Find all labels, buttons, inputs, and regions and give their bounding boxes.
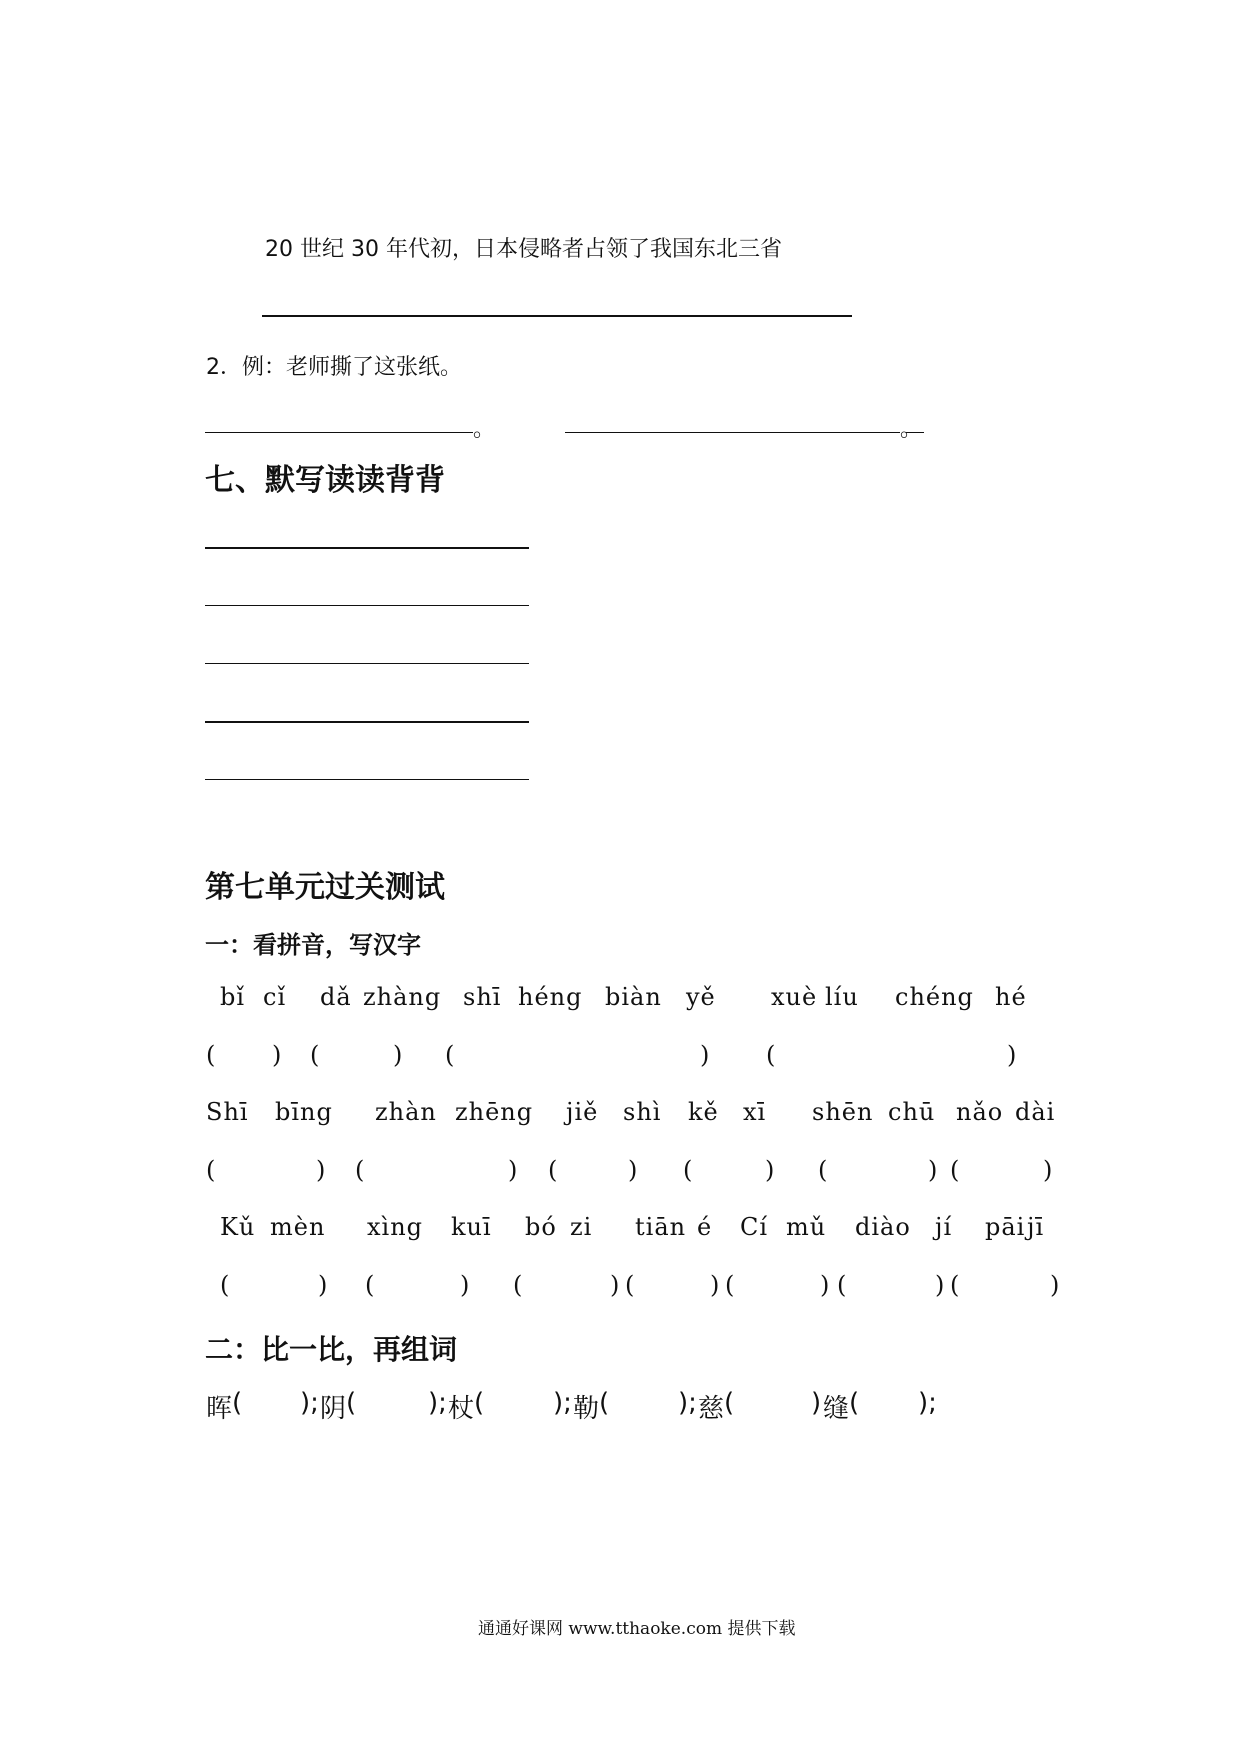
pinyin-syllable: biàn (605, 983, 662, 1011)
close-paren: ) (1007, 1041, 1017, 1069)
pinyin-syllable: zhàn (375, 1098, 437, 1126)
compare-char: 阴 (320, 1394, 347, 1424)
pinyin-syllable: zhēng (455, 1098, 534, 1126)
pinyin-syllable: xìng (367, 1213, 424, 1241)
dictation-line-3[interactable] (205, 663, 529, 664)
section-7-title: 七、默写读读背背 (205, 463, 445, 498)
answer-blank: ( (599, 1388, 610, 1418)
answer-blank: ); (300, 1388, 319, 1418)
open-paren: ( (818, 1156, 828, 1184)
open-paren: ( (625, 1271, 635, 1299)
open-paren: ( (310, 1041, 320, 1069)
answer-blank: ); (678, 1388, 697, 1418)
pinyin-syllable: kě (688, 1098, 719, 1126)
open-paren: ( (206, 1041, 216, 1069)
open-paren: ( (725, 1271, 735, 1299)
pinyin-syllable: Shī (206, 1098, 249, 1126)
pinyin-syllable: shì (623, 1098, 662, 1126)
pinyin-syllable: Kǔ (220, 1213, 256, 1241)
dictation-line-2[interactable] (205, 605, 529, 606)
dictation-line-4[interactable] (205, 721, 529, 723)
part-2-title: 二：比一比，再组词 (205, 1333, 458, 1366)
pinyin-row-2 (0, 1098, 1240, 1138)
pinyin-syllable: pāi (985, 1213, 1026, 1241)
close-paren: ) (316, 1156, 326, 1184)
answer-blank: ( (849, 1388, 860, 1418)
pinyin-syllable: mèn (270, 1213, 326, 1241)
answer-blank: ( (474, 1388, 485, 1418)
pinyin-syllable: nǎo (956, 1098, 1004, 1126)
dictation-line-5[interactable] (205, 779, 529, 780)
close-paren: ) (700, 1041, 710, 1069)
close-paren: ) (460, 1271, 470, 1299)
open-paren: ( (837, 1271, 847, 1299)
compare-words-row[interactable] (0, 1388, 1240, 1428)
close-paren: ) (935, 1271, 945, 1299)
pinyin-syllable: jiě (566, 1098, 599, 1126)
pinyin-syllable: jí (935, 1213, 953, 1241)
answer-parens-row-3[interactable] (0, 1271, 1240, 1311)
compare-char: 晖 (206, 1394, 233, 1424)
answer-line-2c (906, 432, 924, 433)
open-paren: ( (220, 1271, 230, 1299)
open-paren: ( (950, 1156, 960, 1184)
pinyin-syllable: xuè (771, 983, 818, 1011)
pinyin-syllable: xī (743, 1098, 767, 1126)
open-paren: ( (365, 1271, 375, 1299)
pinyin-syllable: diào (855, 1213, 911, 1241)
example-2: 2．例：老师撕了这张纸。 (206, 355, 462, 380)
unit-test-title: 第七单元过关测试 (205, 870, 445, 905)
pinyin-syllable: líu (825, 983, 859, 1011)
compare-char: 慈 (698, 1394, 725, 1424)
part-1-title: 一：看拼音，写汉字 (205, 931, 421, 959)
pinyin-row-1 (0, 983, 1240, 1023)
pinyin-row-3 (0, 1213, 1240, 1253)
answer-line-2a[interactable] (205, 432, 473, 433)
pinyin-syllable: cǐ (263, 983, 287, 1011)
close-paren: ) (393, 1041, 403, 1069)
pinyin-syllable: tiān (635, 1213, 687, 1241)
close-paren: ) (710, 1271, 720, 1299)
answer-blank: ( (346, 1388, 357, 1418)
sentence-1: 20 世纪 30 年代初，日本侵略者占领了我国东北三省 (265, 237, 782, 262)
pinyin-syllable: hé (995, 983, 1027, 1011)
answer-parens-row-2[interactable] (0, 1156, 1240, 1196)
close-paren: ) (318, 1271, 328, 1299)
compare-char: 杖 (448, 1394, 475, 1424)
answer-blank: ); (428, 1388, 447, 1418)
open-paren: ( (548, 1156, 558, 1184)
pinyin-syllable: bó (525, 1213, 557, 1241)
close-paren: ) (272, 1041, 282, 1069)
pinyin-syllable: mǔ (786, 1213, 827, 1241)
pinyin-syllable: chū (888, 1098, 936, 1126)
close-paren: ) (1043, 1156, 1053, 1184)
pinyin-syllable: dài (1015, 1098, 1056, 1126)
compare-char: 勒 (573, 1394, 600, 1424)
pinyin-syllable: chéng (895, 983, 974, 1011)
open-paren: ( (445, 1041, 455, 1069)
pinyin-syllable: zhàng (363, 983, 442, 1011)
dictation-line-1[interactable] (205, 547, 529, 549)
open-paren: ( (766, 1041, 776, 1069)
answer-blank: ( (232, 1388, 243, 1418)
pinyin-syllable: Cí (740, 1213, 769, 1241)
close-paren: ) (628, 1156, 638, 1184)
pinyin-syllable: shī (463, 983, 502, 1011)
pinyin-syllable: dǎ (320, 983, 352, 1011)
open-paren: ( (355, 1156, 365, 1184)
pinyin-syllable: yě (686, 983, 716, 1011)
answer-blank: ); (918, 1388, 937, 1418)
pinyin-syllable: zi (570, 1213, 593, 1241)
close-paren: ) (610, 1271, 620, 1299)
answer-line-2b[interactable] (565, 432, 900, 433)
pinyin-syllable: jī (1027, 1213, 1045, 1241)
period-mark: 。 (900, 417, 923, 442)
answer-blank: ); (553, 1388, 572, 1418)
open-paren: ( (513, 1271, 523, 1299)
close-paren: ) (765, 1156, 775, 1184)
answer-parens-row-1[interactable] (0, 1041, 1240, 1081)
open-paren: ( (206, 1156, 216, 1184)
pinyin-syllable: kuī (451, 1213, 492, 1241)
pinyin-syllable: bǐ (220, 983, 246, 1011)
close-paren: ) (820, 1271, 830, 1299)
answer-blank: ) (811, 1388, 822, 1418)
answer-line-1[interactable] (262, 315, 852, 317)
pinyin-syllable: shēn (812, 1098, 874, 1126)
pinyin-syllable: bīng (275, 1098, 333, 1126)
pinyin-syllable: é (697, 1213, 713, 1241)
footer-credit: 通通好课网 www.tthaoke.com 提供下载 (478, 1619, 796, 1639)
answer-blank: ( (724, 1388, 735, 1418)
open-paren: ( (950, 1271, 960, 1299)
close-paren: ) (508, 1156, 518, 1184)
period-mark: 。 (473, 417, 496, 442)
compare-char: 缝 (823, 1394, 850, 1424)
close-paren: ) (928, 1156, 938, 1184)
pinyin-syllable: héng (518, 983, 583, 1011)
open-paren: ( (683, 1156, 693, 1184)
close-paren: ) (1050, 1271, 1060, 1299)
